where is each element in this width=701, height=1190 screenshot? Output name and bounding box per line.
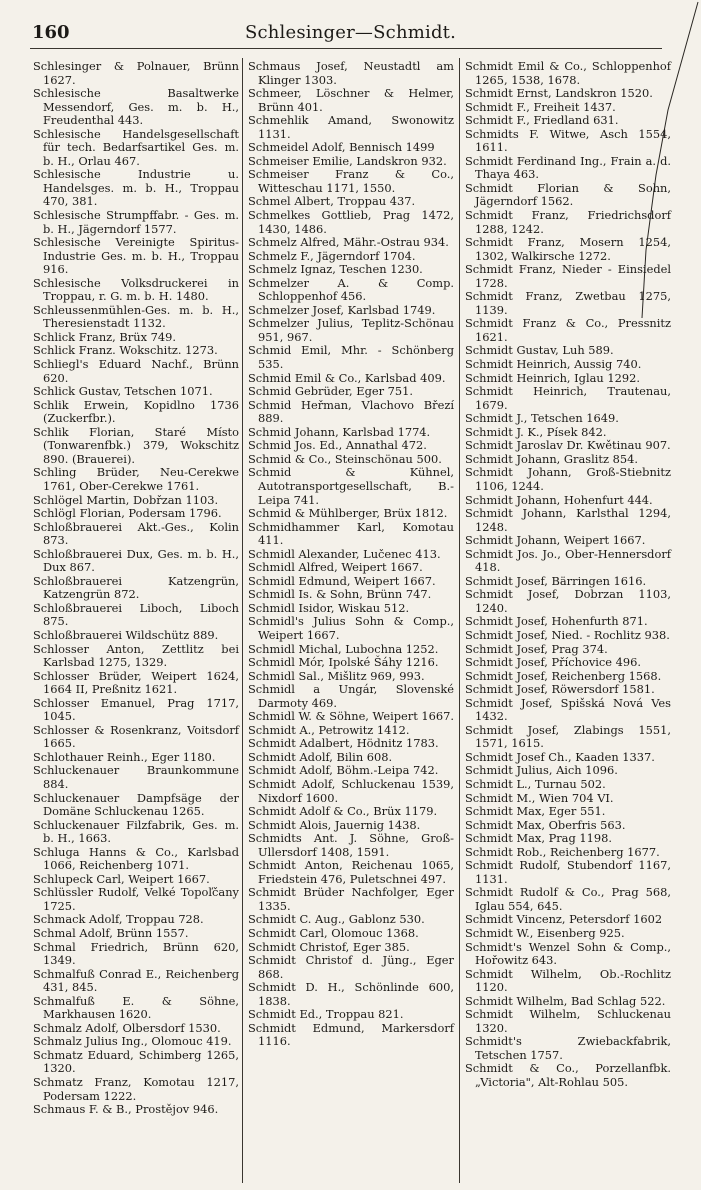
page-number: 160: [32, 22, 70, 43]
directory-entry: Schmidl Edmund, Weipert 1667.: [248, 573, 436, 588]
directory-entry: Schmid & Co., Steinschönau 500.: [248, 451, 442, 466]
directory-entry: Schmidt Franz & Co., Pressnitz 1621.: [465, 316, 671, 344]
directory-entry: Schmidts Ant. J. Söhne, Groß-Ullersdorf 1408, 1591.: [248, 831, 454, 859]
directory-entry: Schmidt Max, Prag 1198.: [465, 831, 612, 846]
directory-entry: Schmaus F. & B., Prostějov 946.: [33, 1102, 219, 1117]
directory-entry: Schlosser & Rosenkranz, Voitsdorf 1665.: [33, 722, 239, 751]
directory-entry: Schmidt Vincenz, Petersdorf 1602: [465, 912, 663, 927]
column-divider-2: [459, 58, 460, 1183]
directory-entry: Schmidt Wilhelm, Schluckenau 1320.: [465, 1007, 671, 1035]
directory-column-2: [248, 60, 454, 1049]
directory-entry: Schmidl a Ungár, Slovenské Darmoty 469.: [248, 682, 454, 710]
directory-entry: Schmid Emil, Mhr. - Schönberg 535.: [248, 343, 454, 372]
directory-entry: Schmidt J. K., Písek 842.: [465, 424, 607, 439]
directory-entry: Schmack Adolf, Troppau 728.: [33, 912, 204, 927]
directory-entry: Schmidt Johann, Groß-Stiebnitz 1106, 1244.: [465, 465, 671, 493]
directory-entry: Schloßbrauerei Dux, Ges. m. b. H., Dux 867.: [33, 546, 239, 575]
directory-entry: Schlesische Industrie u. Handelsges. m. b. H., Troppau 470, 381.: [33, 167, 239, 209]
directory-entry: Schmid Gebrüder, Eger 751.: [248, 384, 414, 399]
directory-entry: Schmidt C. Aug., Gablonz 530.: [248, 912, 425, 927]
directory-entry: Schmidt A., Petrowitz 1412.: [248, 722, 410, 737]
directory-entry: Schmidt Max, Oberfris 563.: [465, 817, 626, 832]
directory-column-1: [33, 60, 239, 1117]
directory-entry: Schlik Florian, Staré Místo (Tonwarenfbk.) 379, Wokschitz 890. (Brauerei).: [33, 424, 239, 466]
directory-entry: Schliegl's Eduard Nachf., Brünn 620.: [33, 357, 239, 385]
directory-entry: Schmidt Anton, Reichenau 1065, Friedstein 476, Puletschnei 497.: [248, 858, 454, 886]
directory-entry: Schmalfuß Conrad E., Reichenberg 431, 845.: [33, 966, 239, 995]
directory-entry: Schmehlik Amand, Swonowitz 1131.: [248, 113, 454, 141]
directory-entry: Schmid Emil & Co., Karlsbad 409.: [248, 370, 446, 385]
directory-entry: Schmidt Franz, Mosern 1254, 1302, Walkirsche 1272.: [465, 235, 671, 263]
directory-entry: Schmidt Johann, Karlsthal 1294, 1248.: [465, 506, 671, 534]
directory-entry: Schmidl's Julius Sohn & Comp., Weipert 1667.: [248, 614, 454, 642]
running-title: Schlesinger—Schmidt.: [244, 22, 457, 43]
directory-entry: Schluga Hanns & Co., Karlsbad 1066, Reichenberg 1071.: [33, 844, 239, 873]
directory-entry: Schmidt Max, Eger 551.: [465, 804, 606, 819]
directory-entry: Schmelz Alfred, Mähr.-Ostrau 934.: [248, 235, 449, 250]
page-header: [0, 0, 701, 46]
directory-entry: Schmidl Sal., Mišlitz 969, 993.: [248, 668, 425, 683]
directory-entry: Schmidt Johann, Graslitz 854.: [465, 451, 638, 466]
directory-entry: Schmidt D. H., Schönlinde 600, 1838.: [248, 980, 454, 1008]
directory-entry: Schlick Franz, Brüx 749.: [33, 329, 176, 344]
directory-entry: Schloßbrauerei Katzengrün, Katzengrün 872.: [33, 573, 239, 602]
directory-entry: Schmidt Gustav, Luh 589.: [465, 343, 614, 358]
directory-entry: Schmidt Josef, Příchovice 496.: [465, 655, 642, 670]
directory-entry: Schmidl Michal, Lubochna 1252.: [248, 641, 439, 656]
directory-entry: Schlüssler Rudolf, Velké Topoľčany 1725.: [33, 885, 239, 913]
directory-entry: Schmidt Julius, Aich 1096.: [465, 763, 618, 778]
directory-entry: Schmidt Rudolf & Co., Prag 568, Iglau 554, 645.: [465, 885, 671, 913]
directory-entry: Schmidt Wilhelm, Ob.-Rochlitz 1120.: [465, 966, 671, 995]
directory-entry: Schmidt Adolf, Bilin 608.: [248, 749, 393, 764]
directory-entry: Schloßbrauerei Wildschütz 889.: [33, 627, 219, 642]
directory-entry: Schlögl Florian, Podersam 1796.: [33, 506, 222, 521]
directory-entry: Schlesische Basaltwerke Messendorf, Ges. m. b. H., Freudenthal 443.: [33, 86, 239, 128]
directory-entry: Schmidt Brüder Nachfolger, Eger 1335.: [248, 885, 454, 913]
directory-entry: Schmid Jos. Ed., Annathal 472.: [248, 438, 427, 453]
directory-entry: Schlick Franz. Wokschitz. 1273.: [33, 343, 218, 358]
directory-entry: Schlesinger & Polnauer, Brünn 1627.: [33, 59, 239, 87]
directory-entry: Schmidt Johann, Hohenfurt 444.: [465, 492, 653, 507]
directory-entry: Schmidt Florian & Sohn, Jägerndorf 1562.: [465, 180, 671, 209]
directory-entry: Schmeiser Emilie, Landskron 932.: [248, 153, 447, 168]
directory-entry: Schmelzer A. & Comp. Schloppenhof 456.: [248, 275, 454, 304]
directory-entry: Schmidt Josef, Röwersdorf 1581.: [465, 682, 655, 697]
directory-entry: Schmidl W. & Söhne, Weipert 1667.: [248, 709, 454, 724]
directory-entry: Schmidt Heinrich, Iglau 1292.: [465, 370, 640, 385]
directory-entry: Schmidt Josef Ch., Kaaden 1337.: [465, 749, 655, 764]
directory-entry: Schmatz Franz, Komotau 1217, Podersam 1222.: [33, 1075, 239, 1103]
directory-entry: Schmelzer Julius, Teplitz-Schönau 951, 967.: [248, 316, 454, 344]
directory-entry: Schlupeck Carl, Weipert 1667.: [33, 871, 210, 886]
directory-entry: Schmidt Josef, Nied. - Rochlitz 938.: [465, 627, 670, 642]
directory-entry: Schmidt Josef, Spišská Nová Ves 1432.: [465, 695, 671, 724]
directory-entry: Schlosser Brüder, Weipert 1624, 1664 II, Preßnitz 1621.: [33, 668, 239, 697]
directory-entry: Schmidt's Zwiebackfabrik, Tetschen 1757.: [465, 1034, 671, 1062]
directory-entry: Schmidl Alfred, Weipert 1667.: [248, 560, 423, 575]
directory-entry: Schmidt Heinrich, Trautenau, 1679.: [465, 384, 671, 412]
header-rule: [30, 48, 662, 49]
directory-entry: Schloßbrauerei Liboch, Liboch 875.: [33, 600, 239, 629]
directory-entry: Schmidt Josef, Hohenfurth 871.: [465, 614, 648, 629]
directory-entry: Schmidt Johann, Weipert 1667.: [465, 533, 646, 548]
directory-entry: Schluckenauer Dampfsäge der Domäne Schluckenau 1265.: [33, 790, 239, 819]
directory-entry: Schmalz Adolf, Olbersdorf 1530.: [33, 1020, 221, 1035]
directory-entry: Schlik Erwein, Kopidlno 1736 (Zuckerfbr.).: [33, 397, 239, 426]
directory-entry: Schmidt Rudolf, Stubendorf 1167, 1131.: [465, 858, 671, 886]
directory-entry: Schmidhammer Karl, Komotau 411.: [248, 519, 454, 548]
directory-entry: Schmidt Franz, Friedrichsdorf 1288, 1242.: [465, 208, 671, 236]
directory-entry: Schmidt Franz, Zwetbau 1275, 1139.: [465, 289, 671, 317]
directory-entry: Schmidt & Co., Porzellanfbk. „Victoria", Alt-Rohlau 505.: [465, 1061, 671, 1090]
directory-entry: Schmid Heřman, Vlachovo Březí 889.: [248, 397, 454, 426]
directory-entry: Schmidt Christof, Eger 385.: [248, 939, 410, 954]
directory-entry: Schmalfuß E. & Söhne, Markhausen 1620.: [33, 993, 239, 1022]
directory-entry: Schmidl Alexander, Lučenec 413.: [248, 546, 441, 561]
directory-entry: Schmidt F., Freiheit 1437.: [465, 99, 616, 114]
directory-entry: Schmal Adolf, Brünn 1557.: [33, 926, 189, 940]
directory-entry: Schmelz Ignaz, Teschen 1230.: [248, 262, 423, 277]
directory-entry: Schmidl Isidor, Wiskau 512.: [248, 600, 410, 615]
directory-entry: Schmidt Rob., Reichenberg 1677.: [465, 844, 660, 859]
directory-entry: Schmidt Adalbert, Hödnitz 1783.: [248, 736, 439, 751]
directory-entry: Schlesische Vereinigte Spiritus-Industrie Ges. m. b. H., Troppau 916.: [33, 235, 239, 277]
directory-entry: Schmidt Adolf, Böhm.-Leipa 742.: [248, 763, 439, 778]
directory-entry: Schmidt Josef, Zlabings 1551, 1571, 1615.: [465, 722, 671, 751]
directory-entry: Schlesische Handelsgesellschaft für tech. Bedarfsartikel Ges. m. b. H., Orlau 467.: [33, 126, 239, 168]
directory-entry: Schmeiser Franz & Co., Witteschau 1171, 1550.: [248, 167, 454, 195]
directory-entry: Schmidt's Wenzel Sohn & Comp., Hořowitz 643.: [465, 939, 671, 968]
directory-entry: Schmidt Emil & Co., Schloppenhof 1265, 1538, 1678.: [465, 59, 671, 87]
directory-entry: Schmidt M., Wien 704 VI.: [465, 790, 614, 805]
directory-entry: Schmidl Mór, Ipolské Šáhy 1216.: [248, 655, 439, 670]
directory-entry: Schling Brüder, Neu-Cerekwe 1761, Ober-Cerekwe 1761.: [33, 465, 239, 493]
directory-entry: Schmatz Eduard, Schimberg 1265, 1320.: [33, 1047, 239, 1076]
directory-entry: Schmidt Alois, Jauernig 1438.: [248, 817, 421, 832]
directory-entry: Schmidts F. Witwe, Asch 1554, 1611.: [465, 126, 671, 155]
directory-entry: Schmidt Adolf & Co., Brüx 1179.: [248, 804, 438, 819]
column-divider-1: [242, 58, 243, 1183]
directory-entry: Schmidt Ernst, Landskron 1520.: [465, 86, 653, 101]
directory-entry: Schmidt W., Eisenberg 925.: [465, 926, 625, 940]
directory-entry: Schlesische Strumpffabr. - Ges. m. b. H., Jägerndorf 1577.: [33, 208, 239, 236]
directory-entry: Schmaus Josef, Neustadtl am Klinger 1303.: [248, 59, 454, 87]
directory-entry: Schluckenauer Filzfabrik, Ges. m. b. H., 1663.: [33, 817, 239, 846]
directory-entry: Schmidt Edmund, Markersdorf 1116.: [248, 1020, 454, 1049]
directory-entry: Schlosser Anton, Zettlitz bei Karlsbad 1275, 1329.: [33, 641, 239, 670]
directory-entry: Schmid & Mühlberger, Brüx 1812.: [248, 506, 448, 521]
directory-entry: Schmelzer Josef, Karlsbad 1749.: [248, 302, 436, 317]
directory-entry: Schmidt Ferdinand Ing., Frain a. d. Thaya 463.: [465, 153, 671, 182]
directory-entry: Schlögel Martin, Dobřzan 1103.: [33, 492, 219, 507]
directory-entry: Schmidt Franz, Nieder - Einsiedel 1728.: [465, 262, 671, 290]
directory-entry: Schmal Friedrich, Brünn 620, 1349.: [33, 939, 239, 968]
directory-entry: Schmid Johann, Karlsbad 1774.: [248, 424, 431, 439]
directory-entry: Schmidt Christof d. Jüng., Eger 868.: [248, 953, 454, 981]
directory-entry: Schmel Albert, Troppau 437.: [248, 194, 416, 209]
directory-entry: Schmidt L., Turnau 502.: [465, 776, 606, 791]
directory-column-3: [465, 60, 671, 1090]
directory-entry: Schmid & Kühnel, Autotransportgesellschaft, B.-Leipa 741.: [248, 465, 454, 507]
directory-entry: Schmidt Adolf, Schluckenau 1539, Nixdorf 1600.: [248, 776, 454, 805]
directory-entry: Schleussenmühlen-Ges. m. b. H., Theresienstadt 1132.: [33, 302, 239, 331]
directory-entry: Schmeer, Löschner & Helmer, Brünn 401.: [248, 86, 454, 114]
directory-entry: Schmidt Carl, Olomouc 1368.: [248, 926, 419, 940]
directory-entry: Schmidt Wilhelm, Bad Schlag 522.: [465, 993, 666, 1008]
directory-entry: Schmeidel Adolf, Bennisch 1499: [248, 140, 435, 155]
directory-entry: Schmidt Ed., Troppau 821.: [248, 1007, 404, 1022]
directory-entry: Schlick Gustav, Tetschen 1071.: [33, 384, 213, 399]
directory-entry: Schmidt Josef, Bärringen 1616.: [465, 573, 647, 588]
directory-entry: Schmelkes Gottlieb, Prag 1472, 1430, 1486.: [248, 208, 454, 236]
directory-entry: Schmidl Is. & Sohn, Brünn 747.: [248, 587, 432, 602]
directory-entry: Schmidt Josef, Prag 374.: [465, 641, 608, 656]
directory-entry: Schluckenauer Braunkommune 884.: [33, 763, 239, 791]
directory-entry: Schmidt Josef, Dobrzan 1103, 1240.: [465, 587, 671, 615]
directory-entry: Schloßbrauerei Akt.-Ges., Kolin 873.: [33, 519, 239, 548]
directory-entry: Schlothauer Reinh., Eger 1180.: [33, 749, 216, 764]
directory-entry: Schmidt Josef, Reichenberg 1568.: [465, 668, 662, 683]
directory-entry: Schmelz F., Jägerndorf 1704.: [248, 248, 416, 263]
directory-entry: Schmidt F., Friedland 631.: [465, 113, 619, 128]
directory-entry: Schmidt J., Tetschen 1649.: [465, 411, 619, 426]
directory-entry: Schmidt Jos. Jo., Ober-Hennersdorf 418.: [465, 546, 671, 575]
directory-entry: Schlesische Volksdruckerei in Troppau, r. G. m. b. H. 1480.: [33, 275, 239, 304]
directory-entry: Schlosser Emanuel, Prag 1717, 1045.: [33, 695, 239, 724]
directory-entry: Schmalz Julius Ing., Olomouc 419.: [33, 1034, 232, 1049]
directory-entry: Schmidt Heinrich, Aussig 740.: [465, 357, 642, 372]
directory-entry: Schmidt Jaroslav Dr. Kwětinau 907.: [465, 438, 671, 453]
